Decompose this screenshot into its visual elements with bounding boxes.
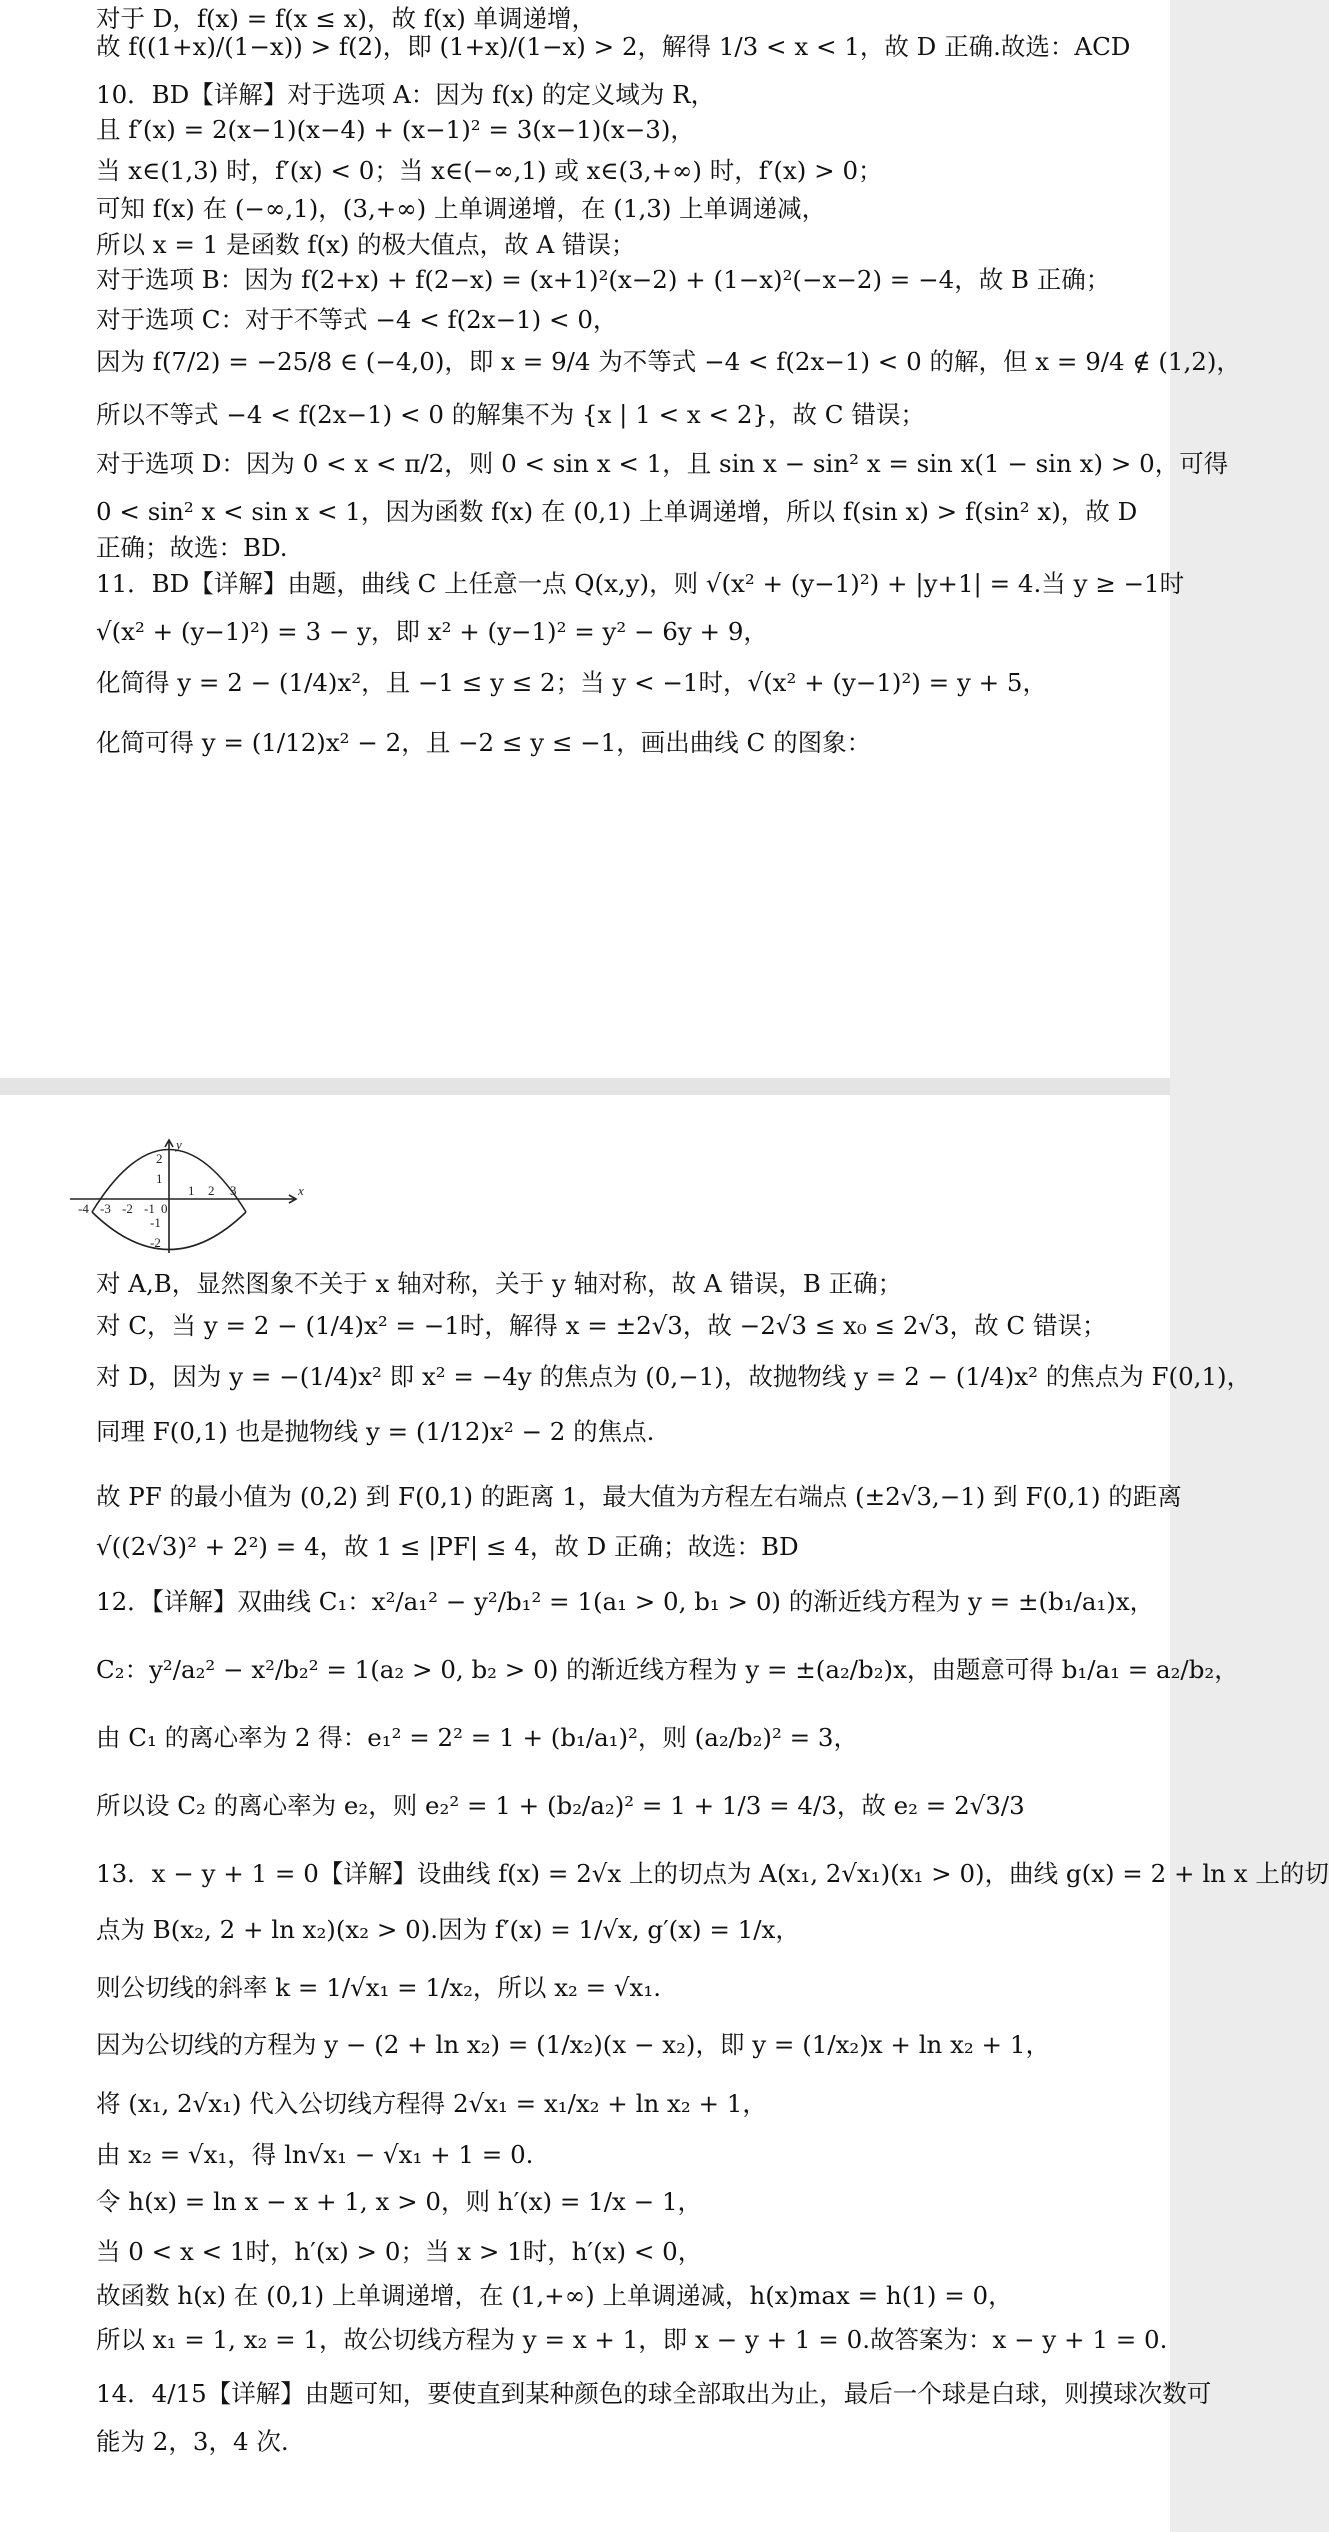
x-tick-label: -4	[78, 1201, 89, 1216]
text-line: 因为 f(7/2) = −25/8 ∈ (−4,0)，即 x = 9/4 为不等式 −4 < f(2x−1) < 0 的解，但 x = 9/4 ∉ (1,2)，	[96, 347, 1241, 376]
text-line: 由 x₂ = √x₁，得 ln√x₁ − √x₁ + 1 = 0.	[96, 2140, 534, 2169]
x-tick-label: 3	[230, 1183, 237, 1198]
text-line: 对于选项 B：因为 f(2+x) + f(2−x) = (x+1)²(x−2) + (1−x)²(−x−2) = −4，故 B 正确；	[96, 265, 1111, 294]
text-line: 且 f′(x) = 2(x−1)(x−4) + (x−1)² = 3(x−1)(x−3)，	[96, 115, 695, 144]
text-line: 10．BD【详解】对于选项 A：因为 f(x) 的定义域为 R，	[96, 80, 716, 109]
text-line: √((2√3)² + 2²) = 4，故 1 ≤ |PF| ≤ 4，故 D 正确；故选：BD	[96, 1532, 799, 1561]
text-line: 对于 D，f(x) = f(x ≤ x)，故 f(x) 单调递增，	[96, 4, 597, 33]
text-line: 14．4/15【详解】由题可知，要使直到某种颜色的球全部取出为止，最后一个球是白球，则摸球次数可	[96, 2379, 1212, 2408]
text-line: 11．BD【详解】由题，曲线 C 上任意一点 Q(x,y)，则 √(x² + (y−1)²) + |y+1| = 4.当 y ≥ −1时	[96, 569, 1185, 598]
text-line: 正确；故选：BD.	[96, 533, 288, 562]
y-tick-label: -1	[150, 1215, 161, 1230]
x-tick-label: -1	[144, 1201, 155, 1216]
text-line: 对于选项 D：因为 0 < x < π/2，则 0 < sin x < 1，且 sin x − sin² x = sin x(1 − sin x) > 0，可得	[96, 449, 1229, 478]
text-line: 13．x − y + 1 = 0【详解】设曲线 f(x) = 2√x 上的切点为 A(x₁, 2√x₁)(x₁ > 0)，曲线 g(x) = 2 + ln x 上的切	[96, 1859, 1329, 1888]
text-line: 将 (x₁, 2√x₁) 代入公切线方程得 2√x₁ = x₁/x₂ + ln x₂ + 1，	[96, 2089, 767, 2118]
text-line: 故 PF 的最小值为 (0,2) 到 F(0,1) 的距离 1，最大值为方程左右端点 (±2√3,−1) 到 F(0,1) 的距离	[96, 1482, 1182, 1511]
text-line: 令 h(x) = ln x − x + 1, x > 0，则 h′(x) = 1/x − 1，	[96, 2187, 703, 2216]
text-line: 则公切线的斜率 k = 1/√x₁ = 1/x₂，所以 x₂ = √x₁.	[96, 1973, 661, 2002]
text-line: 对 D，因为 y = −(1/4)x² 即 x² = −4y 的焦点为 (0,−1)，故抛物线 y = 2 − (1/4)x² 的焦点为 F(0,1)，	[96, 1362, 1252, 1391]
x-axis-label: x	[298, 1183, 304, 1198]
curve-c-graph	[70, 1137, 330, 1257]
page-separator	[0, 1078, 1170, 1095]
text-line: 当 x∈(1,3) 时，f′(x) < 0；当 x∈(−∞,1) 或 x∈(3,+∞) 时，f′(x) > 0；	[96, 156, 883, 185]
text-line: 对于选项 C：对于不等式 −4 < f(2x−1) < 0，	[96, 305, 618, 334]
text-line: √(x² + (y−1)²) = 3 − y，即 x² + (y−1)² = y² − 6y + 9，	[96, 617, 768, 646]
text-line: 所以设 C₂ 的离心率为 e₂，则 e₂² = 1 + (b₂/a₂)² = 1 + 1/3 = 4/3，故 e₂ = 2√3/3	[96, 1791, 1025, 1820]
y-tick-label: 2	[156, 1151, 163, 1166]
origin-label: 0	[161, 1201, 168, 1216]
text-line: C₂：y²/a₂² − x²/b₂² = 1(a₂ > 0, b₂ > 0) 的渐近线方程为 y = ±(a₂/b₂)x，由题意可得 b₁/a₁ = a₂/b₂，	[96, 1655, 1239, 1684]
answer-page-2	[0, 1095, 1329, 2532]
x-tick-label: -2	[122, 1201, 133, 1216]
text-line: 化简得 y = 2 − (1/4)x²，且 −1 ≤ y ≤ 2；当 y < −1时，√(x² + (y−1)²) = y + 5，	[96, 668, 1048, 697]
x-tick-label: -3	[100, 1201, 111, 1216]
text-line: 对 A,B，显然图象不关于 x 轴对称，关于 y 轴对称，故 A 错误，B 正确；	[96, 1269, 903, 1298]
text-line: 同理 F(0,1) 也是抛物线 y = (1/12)x² − 2 的焦点.	[96, 1417, 655, 1446]
text-line: 12．【详解】双曲线 C₁：x²/a₁² − y²/b₁² = 1(a₁ > 0, b₁ > 0) 的渐近线方程为 y = ±(b₁/a₁)x，	[96, 1587, 1155, 1616]
y-tick-label: -2	[150, 1235, 161, 1250]
text-line: 由 C₁ 的离心率为 2 得：e₁² = 2² = 1 + (b₁/a₁)²，则 (a₂/b₂)² = 3，	[96, 1723, 858, 1752]
text-line: 化简可得 y = (1/12)x² − 2，且 −2 ≤ y ≤ −1，画出曲线 C 的图象：	[96, 728, 872, 757]
y-axis-label: y	[176, 1137, 182, 1152]
text-line: 对 C，当 y = 2 − (1/4)x² = −1时，解得 x = ±2√3，故 −2√3 ≤ x₀ ≤ 2√3，故 C 错误；	[96, 1311, 1107, 1340]
text-line: 故 f((1+x)/(1−x)) > f(2)，即 (1+x)/(1−x) > 2，解得 1/3 < x < 1，故 D 正确.故选：ACD	[96, 32, 1131, 61]
x-tick-label: 1	[188, 1183, 195, 1198]
x-tick-label: 2	[208, 1183, 215, 1198]
text-line: 能为 2，3，4 次.	[96, 2427, 289, 2456]
text-line: 点为 B(x₂, 2 + ln x₂)(x₂ > 0).因为 f′(x) = 1/√x, g′(x) = 1/x，	[96, 1915, 800, 1944]
text-line: 可知 f(x) 在 (−∞,1)，(3,+∞) 上单调递增，在 (1,3) 上单调递减，	[96, 194, 827, 223]
text-line: 故函数 h(x) 在 (0,1) 上单调递增，在 (1,+∞) 上单调递减，h(x)max = h(1) = 0，	[96, 2281, 1013, 2310]
y-tick-label: 1	[156, 1171, 163, 1186]
text-line: 0 < sin² x < sin x < 1，因为函数 f(x) 在 (0,1) 上单调递增，所以 f(sin x) > f(sin² x)，故 D	[96, 497, 1138, 526]
text-line: 当 0 < x < 1时，h′(x) > 0；当 x > 1时，h′(x) < 0，	[96, 2237, 703, 2266]
text-line: 所以 x = 1 是函数 f(x) 的极大值点，故 A 错误；	[96, 230, 636, 259]
answer-page-1	[0, 0, 1241, 1078]
text-line: 所以 x₁ = 1, x₂ = 1，故公切线方程为 y = x + 1，即 x − y + 1 = 0.故答案为：x − y + 1 = 0.	[96, 2325, 1168, 2354]
text-line: 所以不等式 −4 < f(2x−1) < 0 的解集不为 {x | 1 < x < 2}，故 C 错误；	[96, 400, 925, 429]
text-line: 因为公切线的方程为 y − (2 + ln x₂) = (1/x₂)(x − x₂)，即 y = (1/x₂)x + ln x₂ + 1，	[96, 2030, 1050, 2059]
